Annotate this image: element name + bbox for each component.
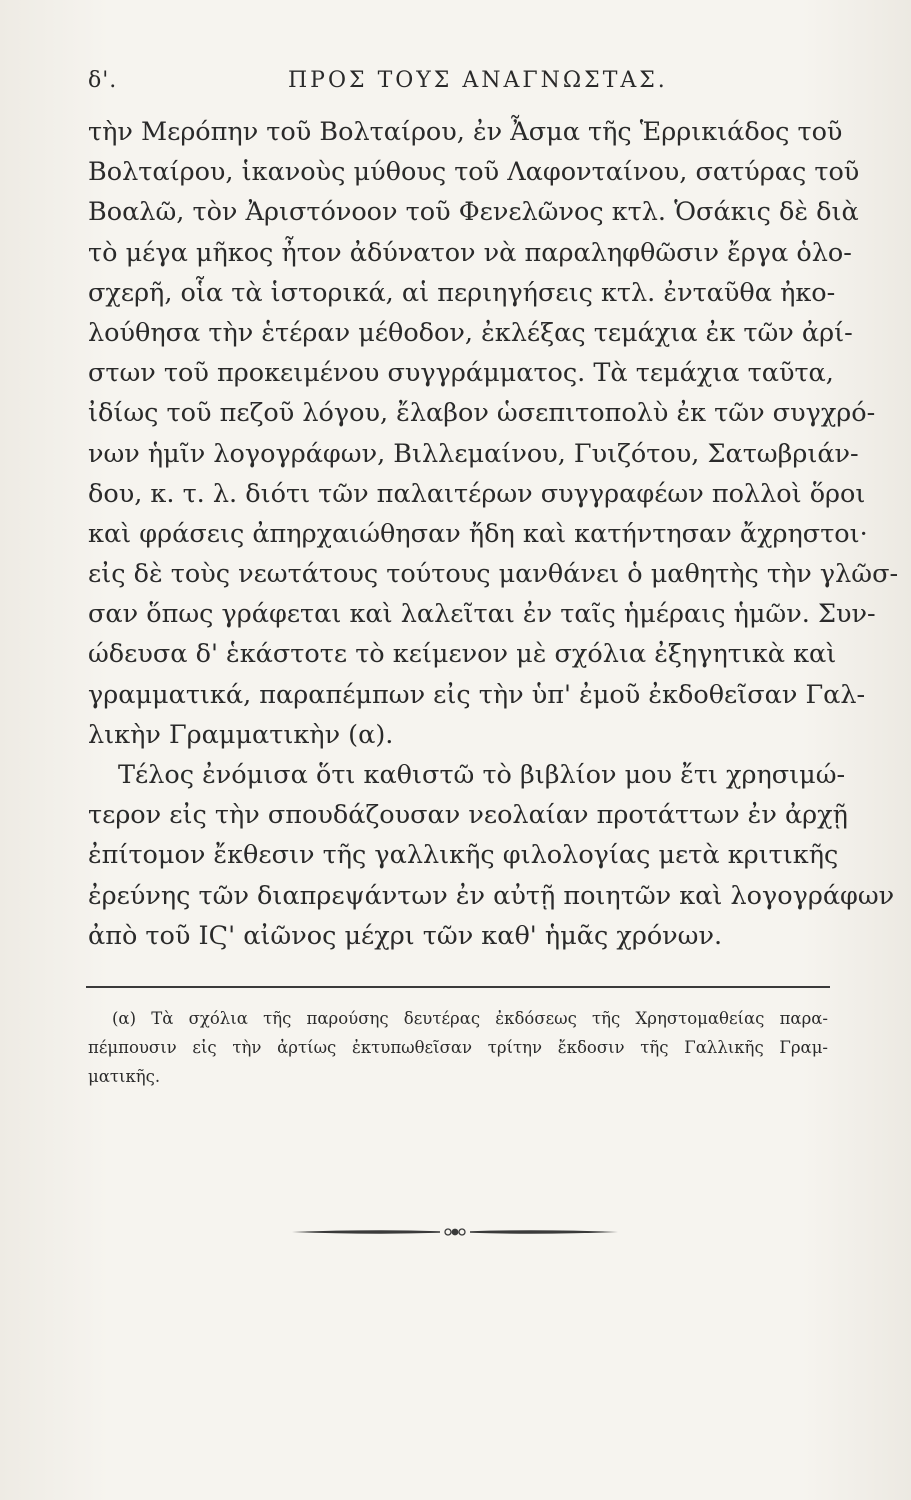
- text-line: τερον εἰς τὴν σπουδάζουσαν νεολαίαν προτάττων ἐν ἀρχῇ: [88, 800, 848, 831]
- footnote-line: ματικῆς.: [88, 1067, 161, 1086]
- ornament-divider: [290, 1225, 620, 1239]
- text-line: ἀπὸ τοῦ ΙϚ' αἰῶνος μέχρι τῶν καθ' ἡμᾶς χρόνων.: [88, 920, 723, 951]
- text-line: Βοαλῶ, τὸν Ἀριστόνοον τοῦ Φενελῶνος κτλ. Ὁσάκις δὲ διὰ: [88, 197, 859, 228]
- page-number: δ'.: [88, 68, 118, 93]
- text-line: σαν ὅπως γράφεται καὶ λαλεῖται ἐν ταῖς ἡμέραις ἡμῶν. Συν-: [88, 599, 876, 630]
- text-line: Τέλος ἐνόμισα ὅτι καθιστῶ τὸ βιβλίον μου ἔτι χρησιμώ-: [118, 760, 846, 790]
- running-head: ΠΡΟΣ ΤΟΥΣ ΑΝΑΓΝΩΣΤΑΣ.: [288, 68, 668, 93]
- text-line: δου, κ. τ. λ. διότι τῶν παλαιτέρων συγγραφέων πολλοὶ ὅροι: [88, 478, 866, 509]
- text-line: εἰς δὲ τοὺς νεωτάτους τούτους μανθάνει ὁ μαθητὴς τὴν γλῶσ-: [88, 559, 899, 590]
- text-line: τὴν Μερόπην τοῦ Βολταίρου, ἐν Ἆσμα τῆς Ἑρρικιάδος τοῦ: [88, 117, 843, 147]
- text-line: ώδευσα δ' ἑκάστοτε τὸ κείμενον μὲ σχόλια ἐξηγητικὰ καὶ: [88, 639, 837, 670]
- text-line: ἐπίτομον ἔκθεσιν τῆς γαλλικῆς φιλολογίας μετὰ κριτικῆς: [88, 840, 839, 871]
- text-line: λικὴν Γραμματικὴν (α).: [88, 719, 394, 750]
- footnote-rule: [86, 986, 830, 988]
- text-line: νων ἡμῖν λογογράφων, Βιλλεμαίνου, Γυιζότου, Σατωβριάν-: [88, 438, 859, 469]
- text-line: καὶ φράσεις ἀπηρχαιώθησαν ἤδη καὶ κατήντησαν ἄχρηστοι·: [88, 518, 868, 549]
- text-line: σχερῆ, οἷα τὰ ἱστορικά, αἱ περιηγήσεις κτλ. ἐνταῦθα ἠκο-: [88, 277, 836, 308]
- text-line: ἐρεύνης τῶν διαπρεψάντων ἐν αὐτῇ ποιητῶν καὶ λογογράφων: [88, 880, 895, 911]
- text-line: γραμματικά, παραπέμπων εἰς τὴν ὑπ' ἐμοῦ ἐκδοθεῖσαν Γαλ-: [88, 679, 866, 710]
- footnote: [88, 1004, 828, 1091]
- text-line: ἰδίως τοῦ πεζοῦ λόγου, ἔλαβον ὡσεπιτοπολὺ ἐκ τῶν συγχρό-: [88, 398, 876, 429]
- footnote-line: (α) Τὰ σχόλια τῆς παρούσης δευτέρας ἐκδόσεως τῆς Χρηστομαθείας παρα-: [112, 1009, 828, 1028]
- body-text: [88, 112, 899, 956]
- text-line: λούθησα τὴν ἑτέραν μέθοδον, ἐκλέξας τεμάχια ἐκ τῶν ἀρί-: [88, 317, 853, 348]
- page-header: [88, 68, 828, 108]
- text-line: Βολταίρου, ἱκανοὺς μύθους τοῦ Λαφονταίνου, σατύρας τοῦ: [88, 157, 860, 188]
- text-line: στων τοῦ προκειμένου συγγράμματος. Τὰ τεμάχια ταῦτα,: [88, 358, 834, 389]
- text-line: τὸ μέγα μῆκος ἦτον ἀδύνατον νὰ παραληφθῶσιν ἔργα ὁλο-: [88, 237, 852, 268]
- footnote-line: πέμπουσιν εἰς τὴν ἀρτίως ἐκτυπωθεῖσαν τρίτην ἔκδοσιν τῆς Γαλλικῆς Γραμ-: [88, 1038, 828, 1057]
